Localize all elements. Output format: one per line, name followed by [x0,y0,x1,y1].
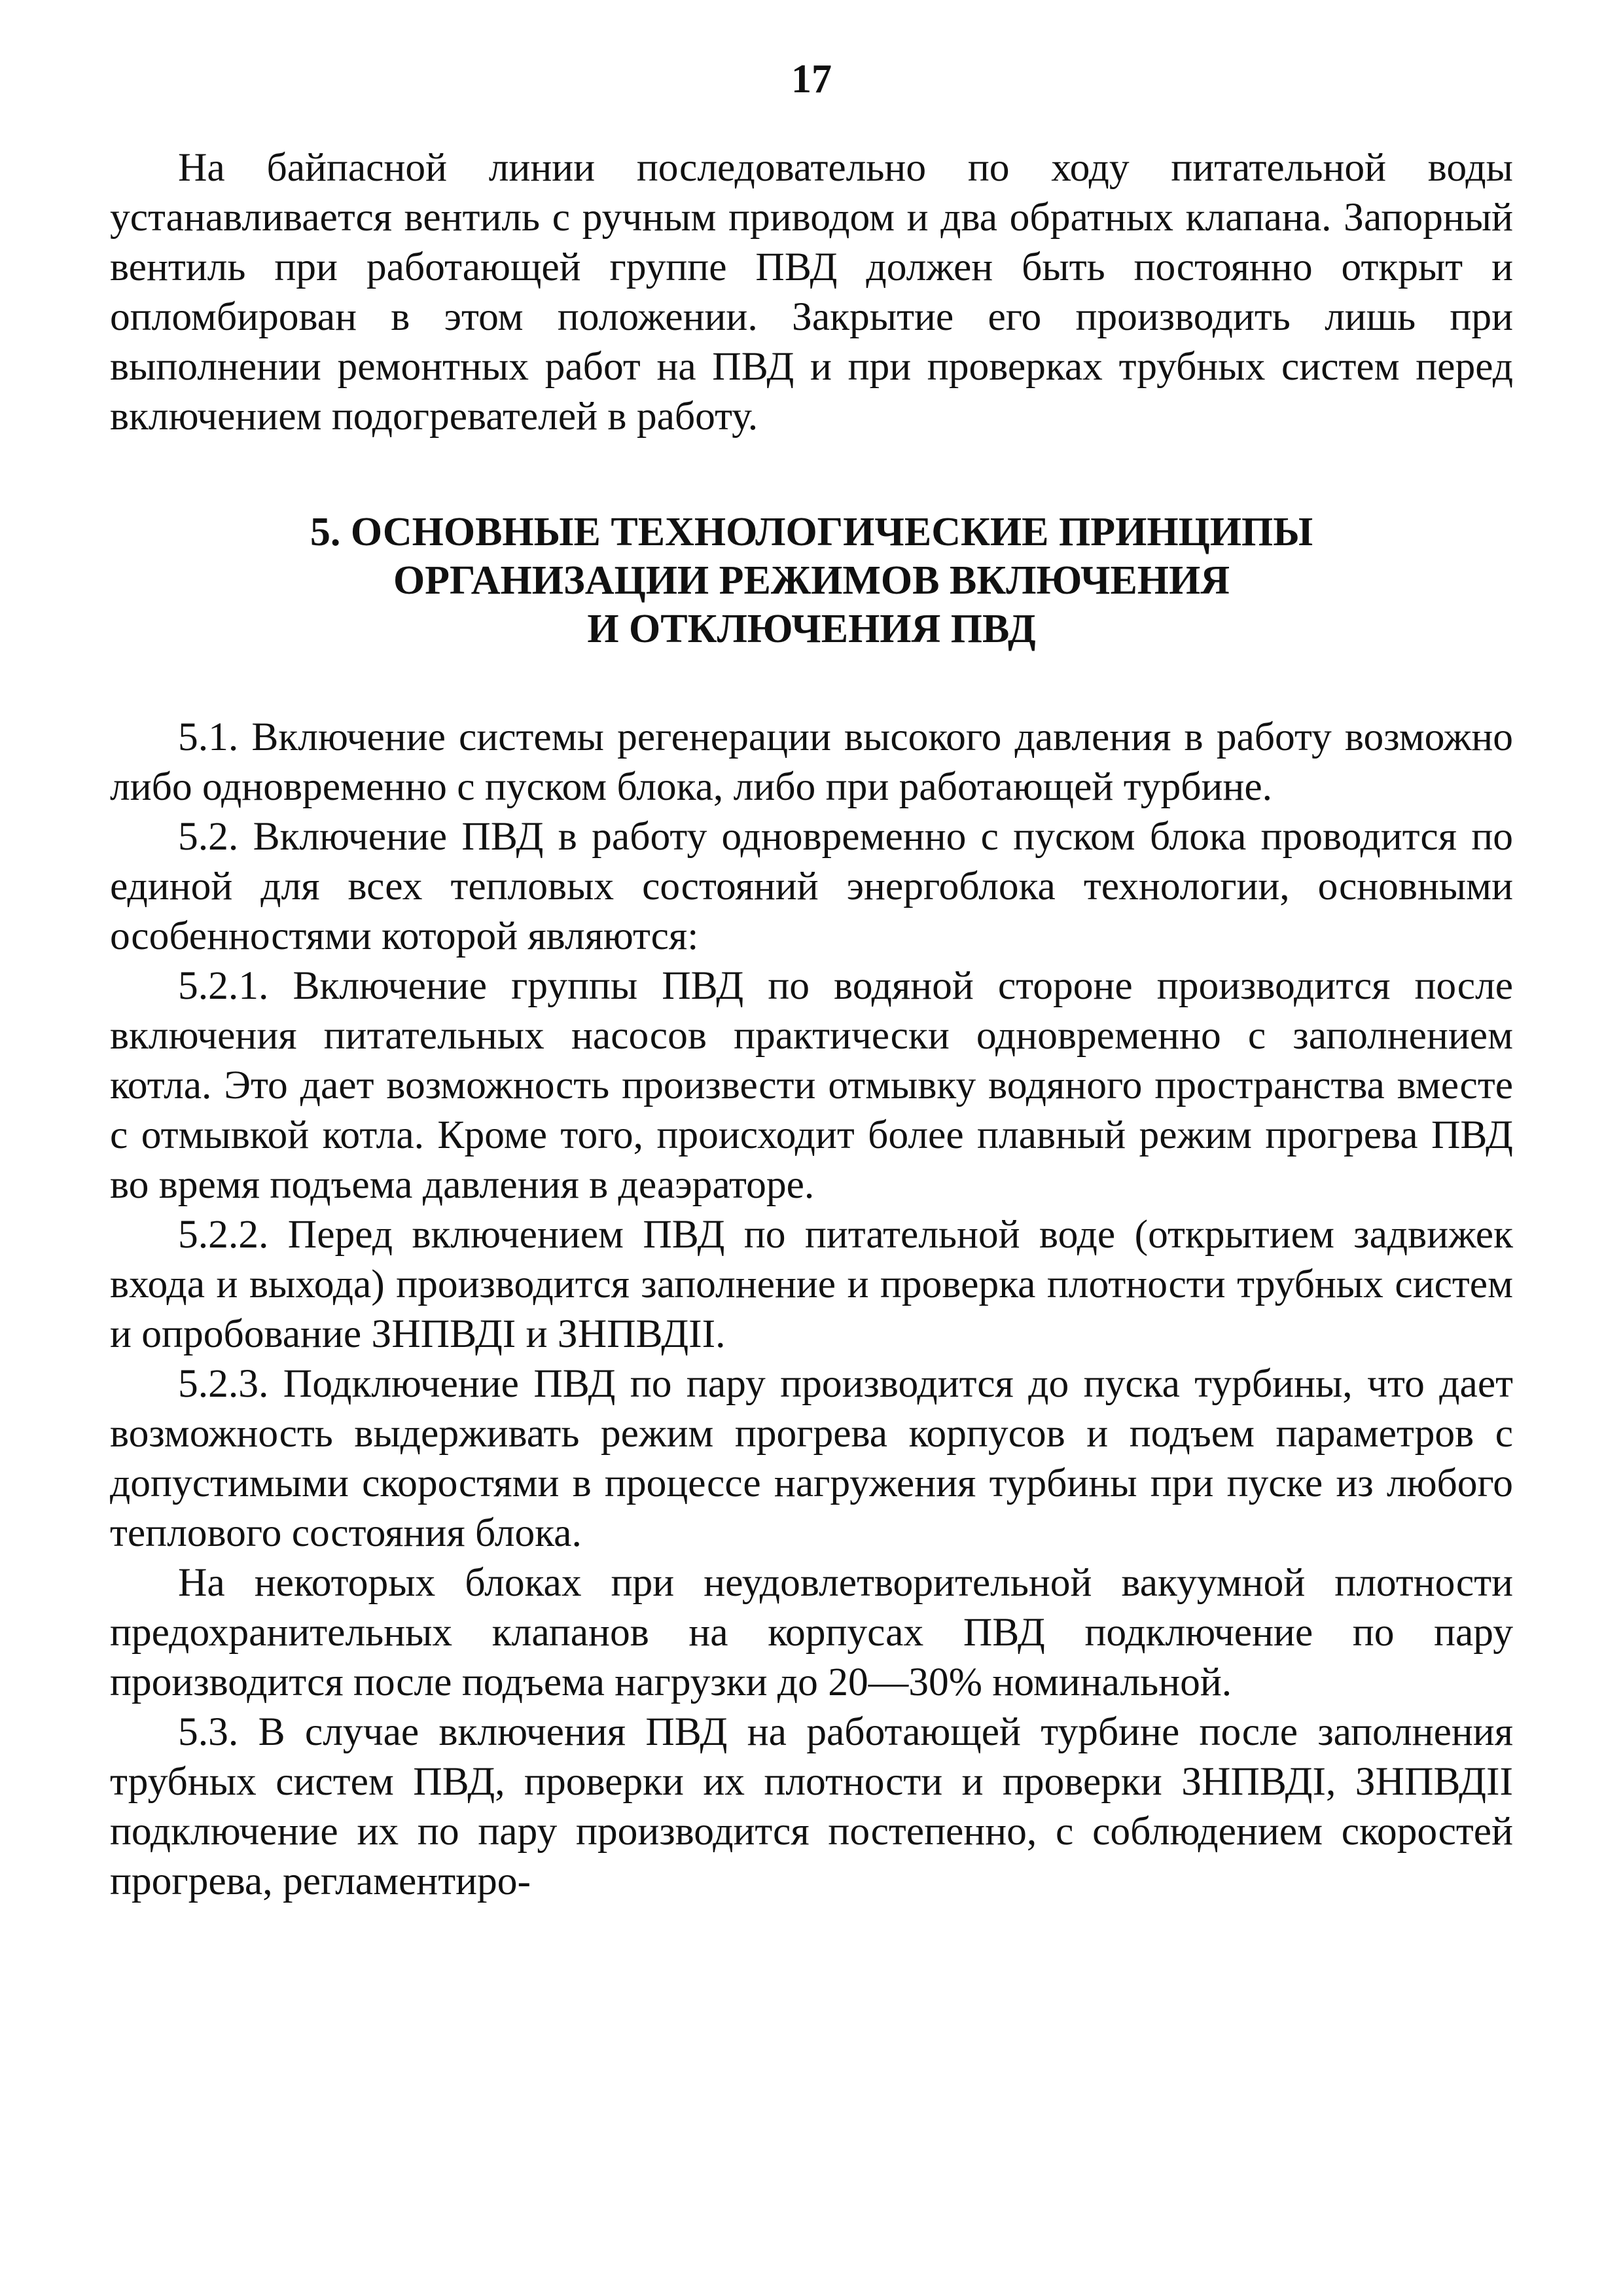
section-heading [110,508,1513,653]
intro-paragraph: На байпасной линии последовательно по ходу питательной воды устанавливается вентиль с ручным приводом и два обратных клапана. Запорный вентиль при работающей группе ПВД должен быть постоянно открыт и опломбирован в этом положении. Закрытие его производить лишь при выполнении ремонтных работ на ПВД и при проверках трубных систем перед включением подогревателей в работу. [110,145,1513,439]
paragraph-5-2: 5.2. Включение ПВД в работу одновременно с пуском блока проводится по единой для всех тепловых состояний энергоблока технологии, основными особенностями которой являются: [110,814,1513,958]
section-heading-line: ОРГАНИЗАЦИИ РЕЖИМОВ ВКЛЮЧЕНИЯ [393,558,1230,603]
paragraph-note: На некоторых блоках при неудовлетворительной вакуумной плотности предохранительных клапанов на корпусах ПВД подключение по пару производится после подъема нагрузки до 20—30% номинальной. [110,1560,1513,1704]
section-heading-line: И ОТКЛЮЧЕНИЯ ПВД [587,607,1036,651]
paragraph-5-2-3: 5.2.3. Подключение ПВД по пару производится до пуска турбины, что дает возможность выдерживать режим прогрева корпусов и подъем параметров с допустимыми скоростями в процессе нагружения турбины при пуске из любого теплового состояния блока. [110,1361,1513,1555]
paragraph-5-1: 5.1. Включение системы регенерации высокого давления в работу возможно либо одновременно с пуском блока, либо при работающей турбине. [110,715,1513,809]
paragraph-5-3: 5.3. В случае включения ПВД на работающей турбине после заполнения трубных систем ПВД, проверки их плотности и проверки ЗНПВДI, ЗНПВДII подключение их по пару производится постепенно, с соблюдением скоростей прогрева, регламентиро- [110,1710,1513,1903]
paragraph-5-2-2: 5.2.2. Перед включением ПВД по питательной воде (открытием задвижек входа и выхода) производится заполнение и проверка плотности трубных систем и опробование ЗНПВДI и ЗНПВДII. [110,1212,1513,1356]
paragraph-5-2-1: 5.2.1. Включение группы ПВД по водяной стороне производится после включения питательных насосов практически одновременно с заполнением котла. Это дает возможность произвести отмывку водяного пространства вместе с отмывкой котла. Кроме того, происходит более плавный режим прогрева ПВД во время подъема давления в деаэраторе. [110,963,1513,1207]
section-heading-line: 5. ОСНОВНЫЕ ТЕХНОЛОГИЧЕСКИЕ ПРИНЦИПЫ [310,510,1313,554]
document-page [110,59,1513,1906]
page-number: 17 [791,57,832,101]
